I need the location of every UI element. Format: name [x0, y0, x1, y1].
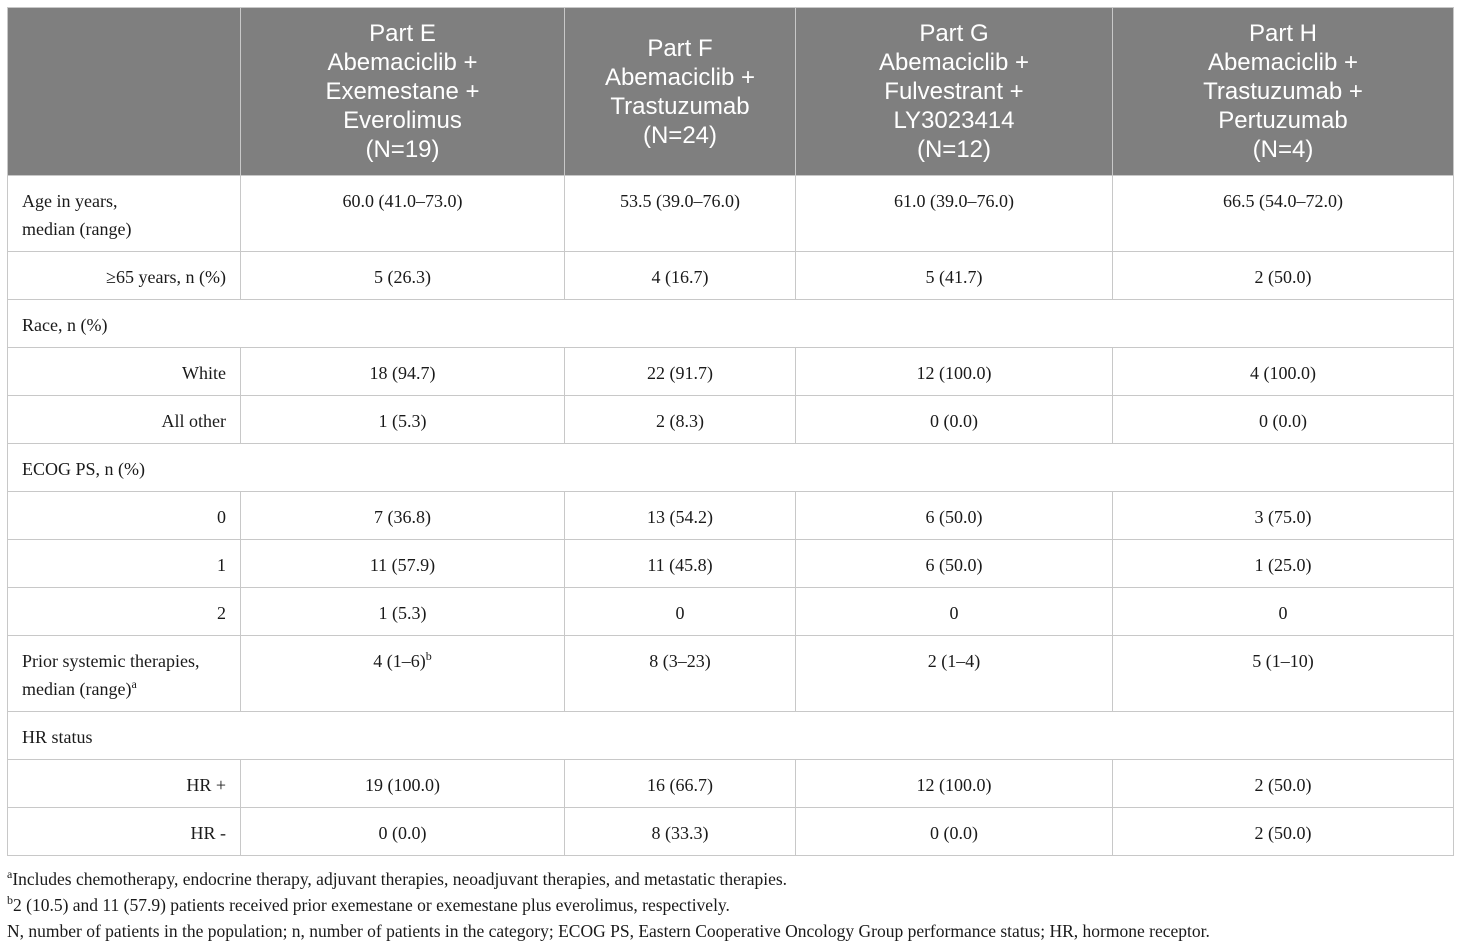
row-hr-negative	[8, 808, 1454, 856]
row-ecog-1	[8, 540, 1454, 588]
cell-value: 7 (36.8)	[241, 492, 565, 540]
cell-value: 13 (54.2)	[565, 492, 796, 540]
cell-value: 4 (16.7)	[565, 252, 796, 300]
row-race-all-other	[8, 396, 1454, 444]
header-line: Pertuzumab	[1218, 107, 1348, 134]
cell-value: 12 (100.0)	[796, 348, 1113, 396]
cell-value: 18 (94.7)	[241, 348, 565, 396]
section-row-ecog	[8, 444, 1454, 492]
cell-value: 60.0 (41.0–73.0)	[241, 176, 565, 252]
header-line: Abemaciclib +	[878, 49, 1030, 76]
cell-value: 19 (100.0)	[241, 760, 565, 808]
header-corner-cell	[8, 8, 241, 176]
row-label: White	[8, 348, 241, 396]
header-line: Part H	[1248, 20, 1317, 47]
row-race-white	[8, 348, 1454, 396]
cell-value: 6 (50.0)	[796, 540, 1113, 588]
row-hr-positive	[8, 760, 1454, 808]
section-label: HR status	[8, 712, 1454, 760]
cell-value: 8 (3–23)	[565, 636, 796, 712]
cell-value: 0 (0.0)	[796, 808, 1113, 856]
cell-value: 53.5 (39.0–76.0)	[565, 176, 796, 252]
header-line: (N=4)	[1252, 136, 1314, 163]
header-line: Abemaciclib +	[327, 49, 478, 76]
row-label-line: Prior systemic therapies,	[22, 651, 200, 671]
cell-value-text: 4 (1–6)	[373, 651, 426, 671]
cell-value: 2 (1–4)	[796, 636, 1113, 712]
cell-value: 3 (75.0)	[1113, 492, 1454, 540]
cell-value: 2 (50.0)	[1113, 808, 1454, 856]
cell-value: 0 (0.0)	[241, 808, 565, 856]
cell-value: 5 (41.7)	[796, 252, 1113, 300]
row-age-median	[8, 176, 1454, 252]
row-label	[8, 636, 241, 712]
column-header-part-f	[565, 8, 796, 176]
cell-value: 1 (5.3)	[241, 396, 565, 444]
footnote-b	[7, 892, 1453, 918]
cell-value: 2 (50.0)	[1113, 252, 1454, 300]
cell-value: 16 (66.7)	[565, 760, 796, 808]
cell-value: 1 (5.3)	[241, 588, 565, 636]
footnote-marker: a	[7, 867, 13, 882]
footnote-text: Includes chemotherapy, endocrine therapy, adjuvant therapies, neoadjuvant therapies, and metastatic therapies.	[12, 869, 788, 889]
column-header-part-h	[1113, 8, 1454, 176]
section-row-race	[8, 300, 1454, 348]
demographics-table	[7, 7, 1454, 856]
cell-value: 5 (1–10)	[1113, 636, 1454, 712]
footnote-a	[7, 866, 1453, 892]
row-label	[8, 176, 241, 252]
cell-value: 11 (57.9)	[241, 540, 565, 588]
cell-value: 4 (100.0)	[1113, 348, 1454, 396]
footnote-marker: b	[425, 649, 432, 663]
row-ecog-2	[8, 588, 1454, 636]
section-label: Race, n (%)	[8, 300, 1454, 348]
header-line: Trastuzumab	[610, 92, 750, 120]
header-line: LY3023414	[893, 107, 1015, 134]
row-label: All other	[8, 396, 241, 444]
footnote-abbreviations: N, number of patients in the population; n, number of patients in the category; ECOG PS, Eastern Cooperative Oncology Group performance status; HR, hormone receptor.	[7, 921, 1210, 941]
header-line: (N=19)	[365, 136, 440, 163]
cell-value: 0	[1113, 588, 1454, 636]
section-row-hr-status	[8, 712, 1454, 760]
column-header-part-g	[796, 8, 1113, 176]
row-label: 2	[8, 588, 241, 636]
header-line: Exemestane +	[325, 78, 480, 105]
cell-value	[241, 636, 565, 712]
header-line: (N=24)	[642, 121, 718, 149]
cell-value: 22 (91.7)	[565, 348, 796, 396]
row-label: 0	[8, 492, 241, 540]
row-label-line: Age in years,	[22, 191, 118, 211]
cell-value: 6 (50.0)	[796, 492, 1113, 540]
row-age-65-plus	[8, 252, 1454, 300]
header-line: Abemaciclib +	[604, 63, 756, 91]
row-label-line: median (range)	[22, 219, 132, 239]
footnote-marker: a	[131, 677, 137, 691]
table-footnotes	[7, 866, 1453, 944]
cell-value: 0 (0.0)	[1113, 396, 1454, 444]
header-line: Everolimus	[343, 107, 462, 134]
cell-value: 0 (0.0)	[796, 396, 1113, 444]
cell-value: 2 (50.0)	[1113, 760, 1454, 808]
footnote-text: 2 (10.5) and 11 (57.9) patients received prior exemestane or exemestane plus everolimus, respectively.	[13, 895, 730, 915]
row-label: HR +	[8, 760, 241, 808]
row-ecog-0	[8, 492, 1454, 540]
footnote-marker: b	[7, 893, 13, 908]
header-line: (N=12)	[916, 136, 992, 163]
cell-value: 2 (8.3)	[565, 396, 796, 444]
row-label: 1	[8, 540, 241, 588]
header-line: Part G	[919, 20, 989, 47]
section-label: ECOG PS, n (%)	[8, 444, 1454, 492]
header-line: Part E	[369, 20, 436, 47]
cell-value: 5 (26.3)	[241, 252, 565, 300]
header-line: Fulvestrant +	[884, 78, 1024, 105]
cell-value: 11 (45.8)	[565, 540, 796, 588]
row-label-line: median (range)	[22, 679, 132, 699]
cell-value: 8 (33.3)	[565, 808, 796, 856]
header-row	[8, 8, 1454, 176]
row-label: HR -	[8, 808, 241, 856]
cell-value: 0	[565, 588, 796, 636]
cell-value: 0	[796, 588, 1113, 636]
header-line: Trastuzumab +	[1203, 78, 1363, 105]
column-header-part-e	[241, 8, 565, 176]
cell-value: 61.0 (39.0–76.0)	[796, 176, 1113, 252]
cell-value: 12 (100.0)	[796, 760, 1113, 808]
cell-value: 66.5 (54.0–72.0)	[1113, 176, 1454, 252]
row-label: ≥65 years, n (%)	[8, 252, 241, 300]
row-prior-therapies	[8, 636, 1454, 712]
cell-value: 1 (25.0)	[1113, 540, 1454, 588]
header-line: Abemaciclib +	[1207, 49, 1359, 76]
header-line: Part F	[647, 34, 713, 62]
